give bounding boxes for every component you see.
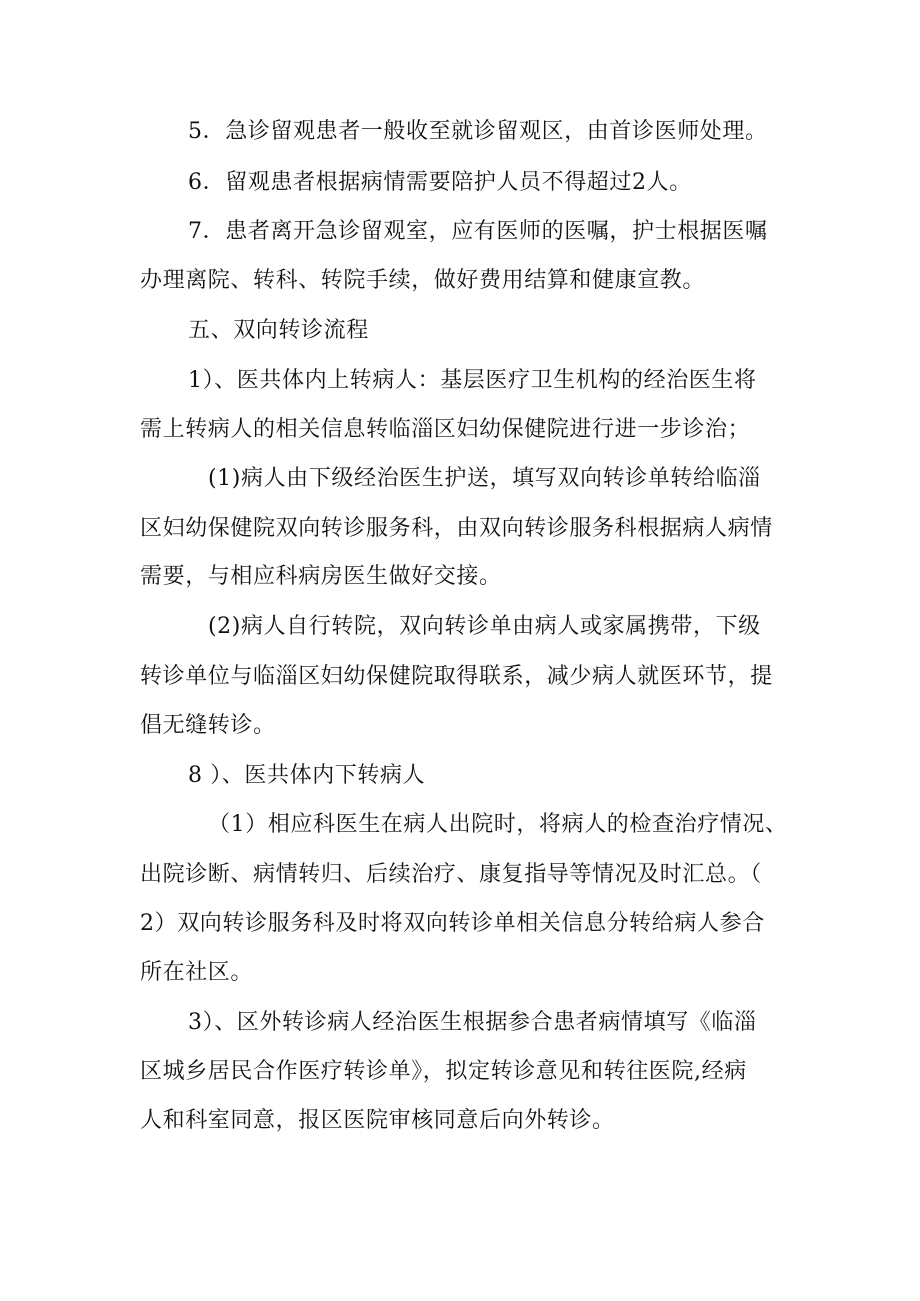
paragraph-3: 3）、区外转诊病人经治医生根据参合患者病情填写《临淄 bbox=[188, 1010, 757, 1035]
subitem-down-1: （1）相应科医生在病人出院时，将病人的检查治疗情况、 bbox=[208, 812, 788, 837]
paragraph-1-continued: 需上转病人的相关信息转临淄区妇幼保健院进行进一步诊治； bbox=[140, 417, 751, 442]
list-item-7: 7．患者离开急诊留观室，应有医师的医嘱，护士根据医嘱 bbox=[188, 219, 768, 244]
list-item-6: 6．留观患者根据病情需要陪护人员不得超过2人。 bbox=[188, 170, 692, 195]
subitem-1-continued: 需要，与相应科病房医生做好交接。 bbox=[140, 564, 502, 589]
subitem-1-continued: 区妇幼保健院双向转诊服务科，由双向转诊服务科根据病人病情 bbox=[140, 516, 773, 541]
section-heading: 五、双向转诊流程 bbox=[188, 318, 369, 343]
subitem-1: (1)病人由下级经治医生护送，填写双向转诊单转给临淄 bbox=[208, 466, 761, 491]
paragraph-1: 1）、医共体内上转病人：基层医疗卫生机构的经治医生将 bbox=[188, 368, 757, 393]
paragraph-3-continued: 人和科室同意，报区医院审核同意后向外转诊。 bbox=[140, 1108, 615, 1133]
list-item-7-continued: 办理离院、转科、转院手续，做好费用结算和健康宣教。 bbox=[140, 268, 706, 293]
subitem-2: (2)病人自行转院，双向转诊单由病人或家属携带，下级 bbox=[208, 614, 761, 639]
subitem-down-1-continued: 出院诊断、病情转归、后续治疗、康复指导等情况及时汇总。（ bbox=[140, 862, 762, 887]
subitem-down-2: 2）双向转诊服务科及时将双向转诊单相关信息分转给病人参合 bbox=[140, 911, 765, 936]
subitem-down-2-continued: 所在社区。 bbox=[140, 960, 254, 985]
paragraph-3-continued: 区城乡居民合作医疗转诊单》，拟定转诊意见和转往医院,经病 bbox=[140, 1059, 747, 1084]
paragraph-8: 8 ）、医共体内下转病人 bbox=[188, 763, 426, 788]
subitem-2-continued: 转诊单位与临淄区妇幼保健院取得联系，减少病人就医环节，提 bbox=[140, 664, 773, 689]
subitem-2-continued: 倡无缝转诊。 bbox=[140, 713, 276, 738]
list-item-5: 5．急诊留观患者一般收至就诊留观区，由首诊医师处理。 bbox=[188, 119, 768, 144]
